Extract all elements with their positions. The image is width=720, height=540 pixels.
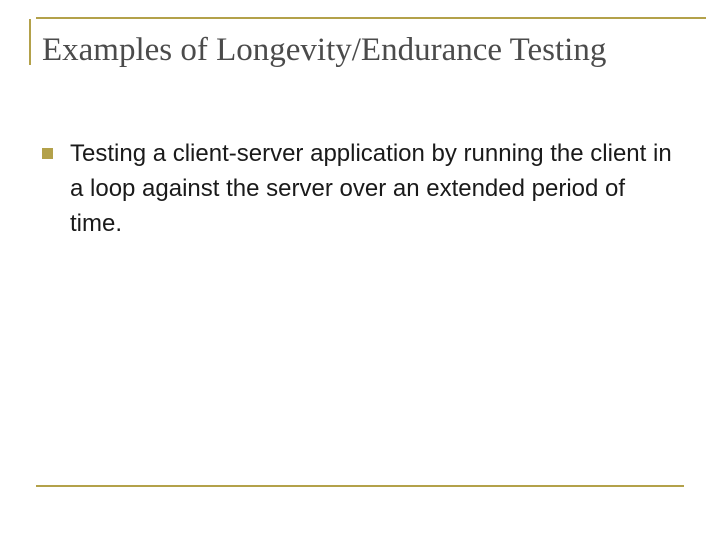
square-bullet-icon <box>42 148 53 159</box>
bottom-rule-line <box>36 485 684 487</box>
bullet-item <box>42 136 682 241</box>
left-rule-line <box>29 19 31 65</box>
bullet-list <box>42 136 682 241</box>
slide-title: Examples of Longevity/Endurance Testing <box>42 32 607 68</box>
top-rule-line <box>36 17 706 19</box>
bullet-text: Testing a client-server application by running the client in a loop against the server over an extended period of time. <box>70 140 672 237</box>
